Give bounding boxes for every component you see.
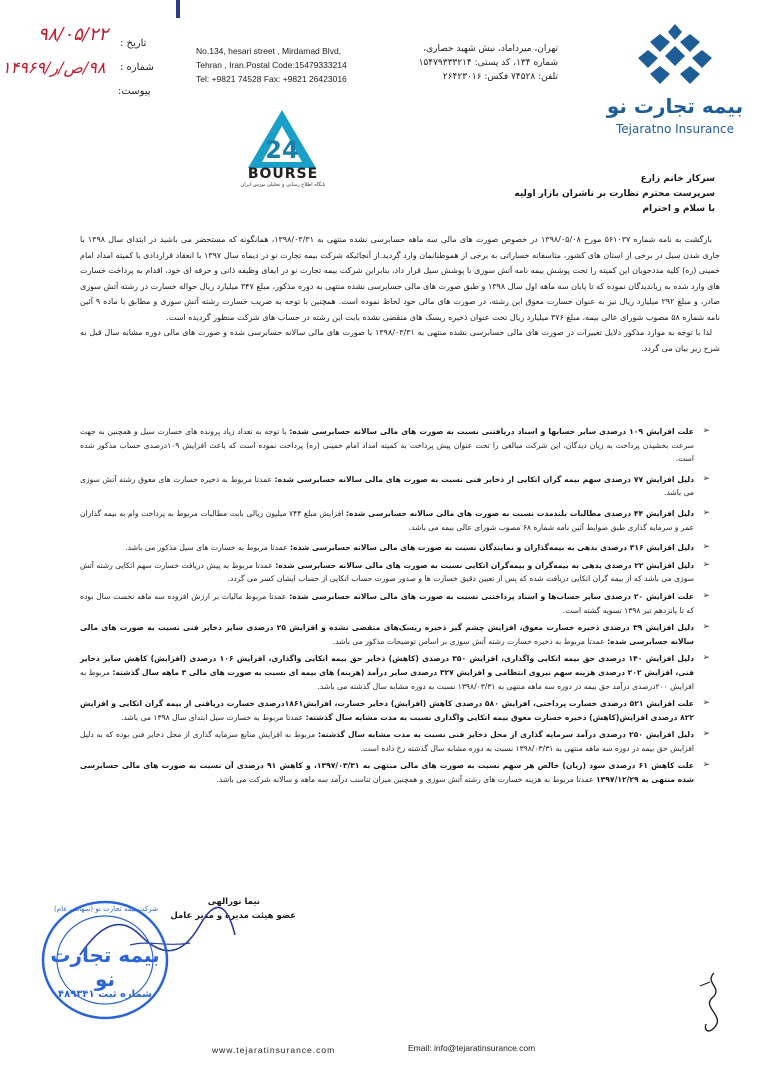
svg-text:24: 24	[265, 136, 299, 164]
arrow-bullet-icon: ➢	[702, 473, 710, 484]
list-item	[80, 473, 708, 500]
arrow-bullet-icon: ➢	[702, 729, 710, 740]
arrow-bullet-icon: ➢	[702, 622, 710, 633]
reasons-list	[80, 425, 708, 791]
address-english	[196, 44, 386, 86]
date-label: تاریخ :	[120, 38, 147, 49]
brand-logo	[600, 22, 750, 142]
footer-website[interactable]: www.tejaratinsurance.com	[212, 1045, 336, 1055]
handwritten-number: ۹۸/ص/ر/۱۴۹۶۹	[2, 58, 106, 77]
list-item	[80, 507, 708, 534]
list-item-title: دلیل افزایش ۲۲ درصدی بدهی به بیمه‌گران و بیمه‌گران اتکایی نسبت به صورت های مالی سالانه حسابرسی شده:	[275, 560, 694, 570]
bourse-logo-icon	[246, 108, 318, 170]
list-item-title: علت افزایش ۲۰ درصدی سایر حساب‌ها و اسناد پرداختنی نسبت به صورت های مالی سالانه حسابرسی شده:	[289, 591, 694, 601]
seal-text-mid: بیمه تجارت نو	[50, 943, 160, 991]
brand-name-english: Tejaratno Insurance	[616, 122, 734, 136]
address-fa-line: تلفن: ۷۴۵۲۸ فکس: ۲۶۴۲۳۰۱۶	[442, 72, 558, 82]
list-item	[80, 541, 708, 555]
list-item-body: عمدتا مربوط به هزینه خسارت های رشته آتش سوزی و همچنین میزان تناسب درآمد سه ماهه و سالانه شرکت می باشد.	[216, 775, 597, 785]
list-item-title: علت افزایش ۱۰۹ درصدی سایر حسابها و اسناد دریافتنی نسبت به صورت های مالی سالانه حسابرسی شده:	[289, 427, 694, 436]
list-item-title: علت کاهش ۶۱ درصدی سود (زیان) خالص هر سهم نسبت به صورت های مالی منتهی به ۱۳۹۷/۰۳/۳۱، و کاهش ۹۱ درصدی آن نسبت به صورت های مالی حسابرسی شده منتهی به ۱۳۹۷/۱۲/۲۹	[80, 761, 694, 785]
list-item-body: با توجه به تعداد زیاد پرونده های خسارت سیل و همچنین به جهت سرعت بخشیدن پرداخت به زیان دیدگان، این شرکت مبالغی را تحت عنوان پیش پرداخت به کمیته امداد امام خمینی (ره) پرداخت نموده است که باعث افزایش ۱۰۹درصدی حساب مذکور شده است.	[80, 427, 695, 464]
arrow-bullet-icon: ➢	[702, 760, 710, 771]
list-item-title: دلیل افزایش ۱۴۰ درصدی حق بیمه اتکایی واگذاری، افزایش ۳۵۰ درصدی (کاهش) ذخایر حق بیمه اتکایی واگذاری، افزایش ۱۰۶ درصدی (افزایش) کاهش سایر ذخایر فنی، افزایش ۲۰۲ درصدی هزینه سهم نیروی انتظامی و افزایش ۳۲۷ درصدی سایر درآمد (هزینه) های بیمه ای نسبت به صورت های مالی ۳ ماهه سال گذشته:	[80, 654, 694, 677]
number-label: شماره :	[120, 62, 154, 73]
list-item-title: دلیل افزایش ۴۴ درصدی مطالبات بلندمدت نسبت به صورت های مالی سالانه حسابرسی شده:	[345, 508, 695, 518]
list-item-body: مربوط به افزایش منابع سرمایه گذاری از محل ذخایر فنی بوده که به دلیل افزایش حق بیمه در دوره سه ماهه منتهی به ۱۳۹۸/۰۳/۳۱ نسبت به دوره مشابه سال گذشته رخ داده است.	[80, 730, 694, 753]
address-en-line: Tehran , Iran.Postal Code:15479333214	[196, 60, 347, 70]
list-item-title: دلیل افزایش ۷۷ درصدی سهم بیمه گران اتکایی از ذخایر فنی نسبت به صورت های مالی سالانه حسابرسی شده:	[274, 474, 694, 484]
list-item	[80, 559, 708, 586]
address-fa-line: تهران، میرداماد، نبش شهید حصاری،	[423, 44, 558, 54]
handwritten-date: ۹۸/۰۵/۲۲	[38, 24, 109, 45]
list-item-body: عمدتا مربوط به خسارت های سیل مذکور می باشد.	[125, 543, 290, 553]
list-item-body: عمدتا مربوط به پیش دریافت خسارت سهم اتکایی رشته آتش سوزی می باشد که از بیمه گران اتکایی دریافت شده که پس از تعیین دقیق خسارت ها و صدور صورت حساب اتکایی از حساب ایشان کسر می گردد.	[80, 560, 694, 584]
greeting: با سلام و احترام	[642, 204, 715, 214]
arrow-bullet-icon: ➢	[702, 542, 710, 553]
bourse-logo-text: BOURSE	[247, 166, 319, 182]
arrow-bullet-icon: ➢	[702, 507, 710, 518]
list-item	[80, 728, 708, 755]
handwritten-initial	[694, 968, 734, 1038]
address-en-line: No.134, hesari street , Mirdamad Blvd,	[196, 46, 342, 56]
address-persian	[388, 42, 558, 84]
signer-name: نیما نورالهی	[207, 897, 260, 907]
list-item	[80, 621, 708, 648]
list-item-body: عمدتا مربوط به ذخیره خسارت های معوق رشته آتش سوزی می باشد.	[80, 474, 694, 498]
address-fa-line: شماره ۱۳۴، کد پستی: ۱۵۴۷۹۳۳۳۲۱۴	[418, 58, 558, 68]
list-item-title: علت افزایش ۵۲۱ درصدی خسارت پرداختی، افزایش ۵۸۰ درصدی کاهش (افزایش) ذخایر خسارت، افزایش۱۸۶۱درصدی خسارت دریافتی از بیمه گران اتکایی و افزایش ۸۲۲ درصدی افزایش(کاهش) ذخیره خسارت معوق بیمه اتکایی واگذاری نسبت به مدت مشابه سال گذشته:	[80, 699, 694, 722]
body-paragraph: لذا با توجه به موارد مذکور دلایل تغییرات در صورت های مالی حسابرسی نشده منتهی به ۱۳۹۸/۰۳/۳۱ با صورت های مالی سالانه حسابرسی شده و صورت های مالی دوره مشابه سال قبل به شرح زیر بیان می گردد.	[80, 328, 720, 353]
arrow-bullet-icon: ➢	[702, 559, 710, 570]
arrow-bullet-icon: ➢	[702, 698, 710, 709]
list-item-body: عمدتا مربوط به خسارت سیل ابتدای سال ۱۳۹۸ می باشد.	[120, 712, 306, 722]
address-en-line: Tel: +9821 74528 Fax: +9821 26423016	[196, 74, 347, 84]
arrow-bullet-icon: ➢	[702, 653, 710, 664]
brand-name-persian: بیمه تجارت نو	[606, 94, 744, 118]
arrow-bullet-icon: ➢	[702, 590, 710, 601]
arrow-bullet-icon: ➢	[702, 426, 710, 436]
list-item-body: افزایش مبلغ ۷۴۴ میلیون ریالی بابت مطالبات مربوط به پرداخت وام به بیمه گذاران عمر و سرمایه گذاری طبق ضوابط آئین نامه شماره ۶۸ مصوب شورای عالی بیمه می باشد.	[80, 508, 694, 532]
footer-email[interactable]: Email: info@tejaratinsurance.com	[408, 1043, 536, 1053]
top-edge-mark	[176, 0, 180, 18]
list-item	[80, 425, 708, 466]
list-item-body: عمدتا مربوط مالیات بر ارزش افزوده سه ماهه نخست سال بوده که تا پانزدهم تیر ۱۳۹۸ تسویه گشته است.	[80, 591, 694, 615]
seal-text-top: شرکت بیمه تجارت نو (سهامی عام)	[54, 905, 158, 913]
list-item-title: دلیل افزایش ۲۵۰ درصدی درآمد سرمایه گذاری از محل ذخایر فنی نسبت به مدت مشابه سال گذشته:	[317, 730, 694, 740]
recipient-title: سرپرست محترم نظارت بر ناشران بازار اولیه	[514, 189, 715, 199]
seal-text-bottom: شماره ثبت ۴۸۹۳۴۱	[58, 989, 152, 1000]
company-seal	[40, 895, 170, 1025]
list-item-body: مربوط به افزایش ۲۰۰درصدی درآمد حق بیمه در دوره سه ماهه منتهی به ۱۳۹۸/۰۳/۳۱ نسبت به دوره مشابه سال گذشته می باشد.	[80, 667, 694, 691]
list-item-title: دلیل افزایش ۳۹ درصدی ذخیره خسارت معوق، افزایش چشم گیر ذخیره ریسک‌های منقضی نشده و افزایش ۲۵ درصدی سایر ذخایر فنی نسبت به صورت های مالی سالانه حسابرسی شده:	[80, 623, 694, 646]
signer-title: عضو هیئت مدیره و مدیر عامل	[170, 911, 296, 921]
recipient-name: سرکار خانم زارع	[640, 174, 715, 184]
recipient-block	[295, 172, 715, 217]
bourse-logo-subtitle: پایگاه اطلاع رسانی و تحلیلی بورس ایران	[240, 182, 326, 188]
list-item-title: دلیل افزایش ۳۱۶ درصدی بدهی به بیمه‌گذاران و نمایندگان نسبت به صورت های مالی سالانه حسابرسی شده:	[289, 543, 694, 553]
list-item	[80, 759, 708, 786]
list-item	[80, 590, 708, 617]
brand-logo-icon	[630, 22, 720, 92]
list-item	[80, 652, 708, 693]
attachment-label: پیوست:	[118, 86, 151, 97]
list-item-body: عمدتا مربوط به ذخیره خسارت رشته آتش سوزی بر اساس توضیحات مذکور می باشد.	[332, 636, 608, 646]
letter-body	[80, 232, 720, 356]
body-paragraph: بازگشت به نامه شماره ۵۶۱۰۳۷ مورخ ۱۳۹۸/۰۵/۰۸ در خصوص صورت های مالی سه ماهه حسابرسی نشده منتهی به ۱۳۹۸/۰۳/۳۱، همانگونه که مستحضر می باشید در ابتدای سال ۱۳۹۸ با جاری شدن سیل در برخی از استان های کشور، متاسفانه خساراتی به برخی از هموطنانمان وارد گردید.از آنجائیکه شرکت بیمه تجارت نو در دیماه سال ۱۳۹۷ با انعقاد قراردادی با کمیته امداد امام خمینی (ره) کلیه مددجویان این کمیته را تحت پوشش بیمه نامه آتش سوزی با پوشش سیل قرار داد، بنابراین شرکت بیمه تجارت نو در ایفای وظیفه ذاتی و حرفه ای خود، اقدام به پرداخت خسارت های وارد شده به زیاندیدگان نموده که تا پایان سه ماهه اول سال ۱۳۹۸ و طبق صورت های مالی حسابرسی نشده منتهی به دوره مذکور، مبلغ ۳۴۷ میلیارد ریال حواله خسارت در رشته آتش سوزی صادر، و مبلغ ۲۹۲ میلیارد ریال نیز به عنوان خسارت معوق این رشته، در صورت های مالی خود لحاظ نموده است. همچنین با توجه به ضریب خسارت رشته آتش سوزی و مطابق با ماده ۹ آئین نامه شماره ۵۸ مصوب شورای عالی بیمه، مبلغ ۳۷۶ میلیارد ریال تحت عنوان ذخیره ریسک های منقضی نشده بابت این رشته در حساب های شرکت منظور گردیده است.	[80, 235, 721, 322]
list-item	[80, 697, 708, 724]
